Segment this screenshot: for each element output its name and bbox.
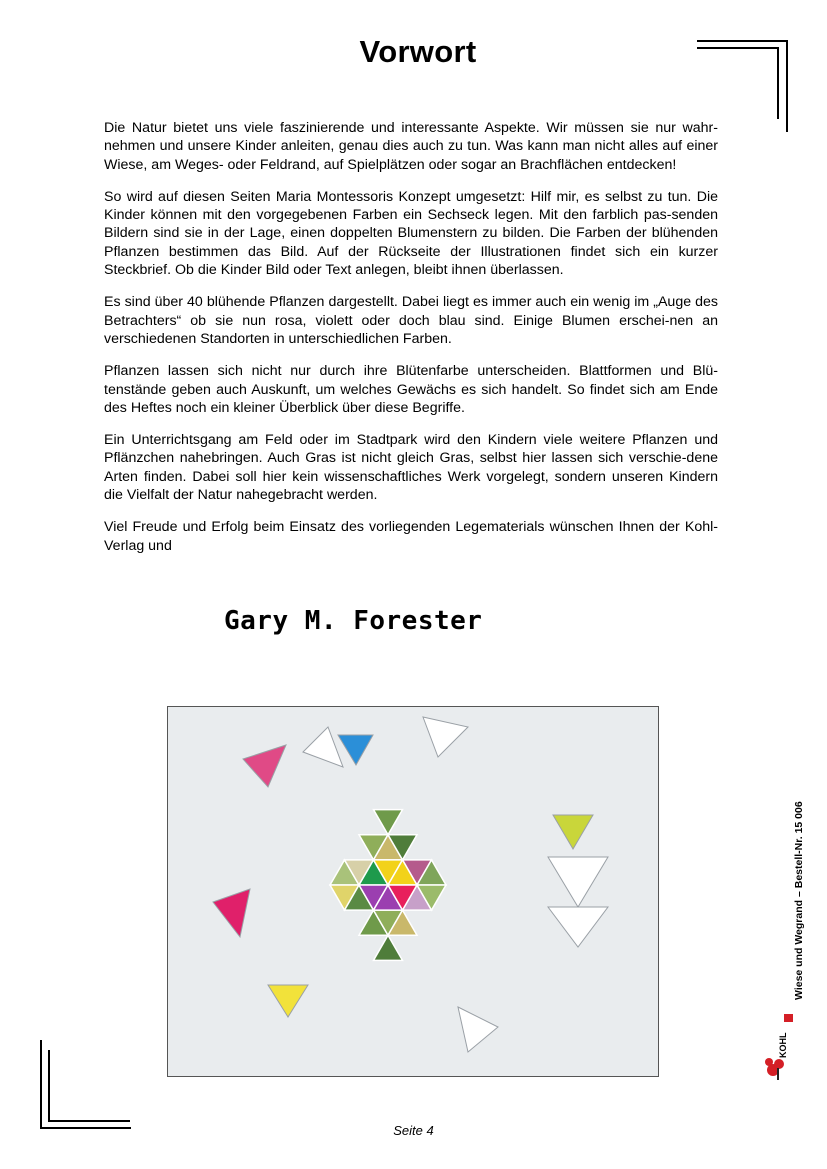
- paragraph: Es sind über 40 blühende Pflanzen dargestellt. Dabei liegt es immer auch ein wenig im „Auge des Betrachters“ ob sie nun rosa, violett oder doch blau sind. Einige Blumen erschei-nen an verschiedenen Standorten in unterschiedlichen Farben.: [104, 294, 718, 347]
- paragraph: So wird auf diesen Seiten Maria Montessoris Konzept umgesetzt: Hilf mir, es selbst zu tun. Die Kinder können mit den vorgegebenen Farben ein Sechseck legen. Mit den farblich pas-senden Bildern sind sie in der Lage, einen doppelten Blumenstern zu bilden. Die Farben der blühenden Pflanzen bestimmen das Bild. Auf der Rückseite der Illustrationen findet sich ein kurzer Steckbrief. Ob die Kinder Bild oder Text anlegen, bleibt ihnen überlassen.: [104, 188, 718, 279]
- paragraph: Die Natur bietet uns viele faszinierende und interessante Aspekte. Wir müssen sie nur wahr-nehmen und unsere Kinder anleiten, genau dies auch zu tun. Was kann man nicht alles auf einer Wiese, am Weges- oder Feldrand, auf Spielplätzen oder sogar an Brachflächen entdecken!: [104, 120, 718, 173]
- paragraph: Pflanzen lassen sich nicht nur durch ihre Blütenfarbe unterscheiden. Blattformen und Blü-tenstände geben auch Auskunft, um welches Gewächs es sich handelt. So findet sich am Ende des Heftes noch ein kleiner Überblick über diese Begriffe.: [104, 363, 718, 416]
- flower-star-photo: [167, 706, 659, 1077]
- author-signature: Gary M. Forester: [224, 606, 483, 636]
- paragraph: Viel Freude und Erfolg beim Einsatz des vorliegenden Legematerials wünschen Ihnen der Kohl-Verlag und: [104, 519, 718, 554]
- side-order-label: Wiese und Wegrand – Bestell-Nr. 15 006: [793, 801, 805, 1000]
- logo-text: KOHL: [778, 1032, 788, 1058]
- flower-star-illustration: [168, 707, 658, 1076]
- paragraph: Ein Unterrichtsgang am Feld oder im Stadtpark wird den Kindern viele weitere Pflanzen und Pflänzchen nahebringen. Auch Gras ist nicht gleich Gras, selbst hier lassen sich verschie-dene Arten finden. Dabei soll hier kein wissenschaftliches Werk vorgelegt, sondern unseren Kindern die Vielfalt der Natur nahegebracht werden.: [104, 432, 718, 504]
- page-number: Seite 4: [393, 1123, 434, 1138]
- page-title: Vorwort: [359, 34, 477, 69]
- publisher-logo: [764, 1012, 798, 1082]
- corner-frame-bottom-left-inner: [48, 1050, 130, 1122]
- foreword-text: [104, 119, 718, 569]
